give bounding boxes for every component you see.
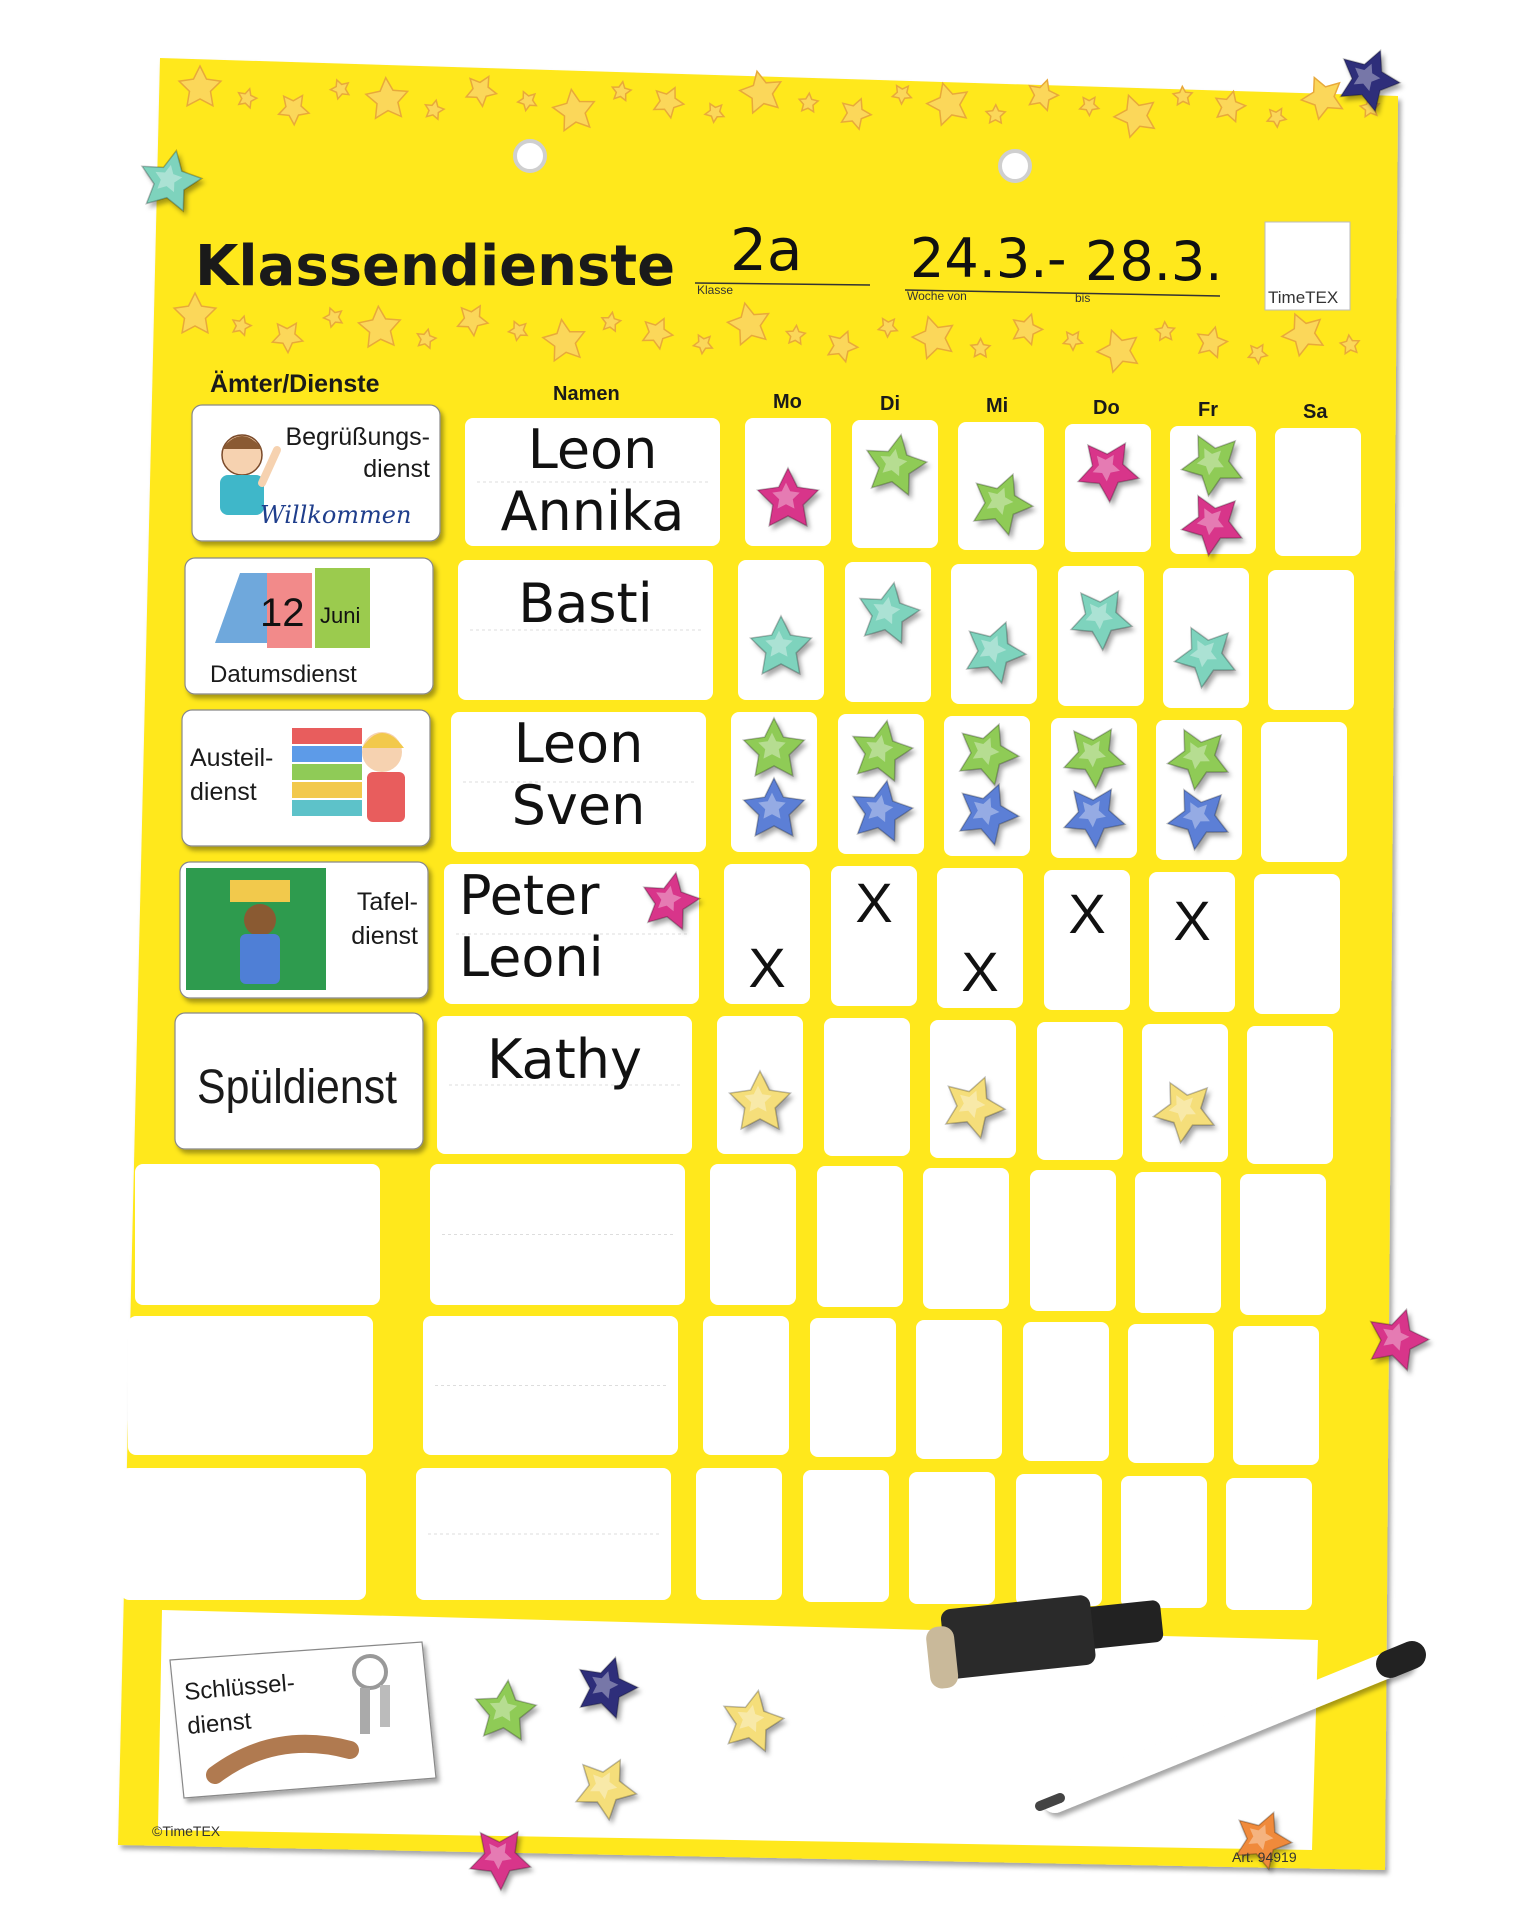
duty-card-5[interactable]: [175, 1013, 423, 1149]
day-header-di: Di: [880, 393, 900, 415]
x-mark: X: [748, 936, 786, 999]
day-header-do: Do: [1093, 397, 1120, 419]
hanging-hole: [1000, 151, 1030, 181]
board-title: Klassendienste: [195, 234, 676, 299]
duty-label: Austeil-: [190, 744, 274, 772]
student-name[interactable]: Leon: [527, 418, 658, 481]
student-name[interactable]: Kathy: [487, 1028, 642, 1091]
duty-card-4[interactable]: [180, 862, 428, 998]
calendar-month: Juni: [320, 603, 361, 628]
duty-extra-text: Willkommen: [260, 501, 412, 529]
day-cell[interactable]: [909, 1472, 995, 1604]
duty-label: dienst: [186, 1707, 253, 1740]
day-cell[interactable]: [1268, 570, 1354, 710]
duty-label: Tafel-: [356, 888, 418, 916]
header-names: Namen: [553, 383, 620, 405]
brand-logo: [1265, 222, 1350, 310]
duty-label: dienst: [190, 778, 257, 806]
day-cell[interactable]: [810, 1318, 896, 1457]
day-header-fr: Fr: [1198, 399, 1218, 421]
day-header-mo: Mo: [773, 391, 802, 413]
day-cell[interactable]: [1226, 1478, 1312, 1610]
class-label: Klasse: [697, 283, 734, 297]
student-name[interactable]: Leoni: [459, 926, 604, 989]
day-cell[interactable]: [817, 1166, 903, 1307]
week-dash: -: [1047, 227, 1067, 290]
duty-card-1[interactable]: [192, 405, 440, 541]
blackboard-icon: [186, 868, 326, 990]
brand-logo-text: TimeTEX: [1268, 288, 1339, 307]
article-number: Art. 94919: [1232, 1849, 1297, 1865]
duty-label: dienst: [351, 922, 418, 950]
duty-card-2[interactable]: [185, 558, 433, 694]
duty-label: dienst: [363, 455, 430, 483]
class-value: 2a: [730, 216, 803, 284]
duty-label: Begrüßungs-: [285, 423, 430, 451]
x-mark: X: [961, 940, 999, 1003]
day-cell[interactable]: [703, 1316, 789, 1455]
day-cell[interactable]: [1030, 1170, 1116, 1311]
duty-label: Spüldienst: [197, 1061, 397, 1114]
week-to-label: bis: [1075, 291, 1091, 305]
duty-card-schluesseldienst[interactable]: [170, 1642, 436, 1798]
day-cell[interactable]: [1233, 1326, 1319, 1465]
day-cell[interactable]: [1240, 1174, 1326, 1315]
day-cell[interactable]: [1261, 722, 1347, 862]
week-from-label: Woche von: [907, 289, 967, 303]
day-cell[interactable]: [1128, 1324, 1214, 1463]
student-name[interactable]: Leon: [513, 712, 644, 775]
duty-label: Datumsdienst: [210, 661, 357, 688]
day-header-mi: Mi: [986, 395, 1009, 417]
hanging-hole: [515, 141, 545, 171]
day-cell[interactable]: [803, 1470, 889, 1602]
day-cell[interactable]: [1037, 1022, 1123, 1160]
header-duties: Ämter/Dienste: [210, 370, 380, 398]
day-cell[interactable]: [923, 1168, 1009, 1309]
duty-cell[interactable]: [128, 1316, 373, 1455]
student-name[interactable]: Basti: [518, 572, 653, 635]
calendar-icon: [215, 568, 370, 648]
day-header-sa: Sa: [1303, 401, 1328, 423]
duty-cell[interactable]: [135, 1164, 380, 1305]
duty-label: Schlüssel-: [183, 1669, 296, 1706]
day-cell[interactable]: [916, 1320, 1002, 1459]
x-mark: X: [855, 871, 893, 934]
day-cell[interactable]: [1254, 874, 1340, 1014]
duty-card-3[interactable]: [182, 710, 430, 846]
day-cell[interactable]: [1275, 428, 1361, 556]
day-cell[interactable]: [1121, 1476, 1207, 1608]
day-cell[interactable]: [1023, 1322, 1109, 1461]
day-cell[interactable]: [1247, 1026, 1333, 1164]
week-from-value: 24.3.: [910, 227, 1048, 290]
student-name[interactable]: Peter: [459, 864, 600, 927]
student-name[interactable]: Annika: [500, 480, 685, 543]
duty-cell[interactable]: [121, 1468, 366, 1600]
student-name[interactable]: Sven: [511, 774, 646, 837]
day-cell[interactable]: [1016, 1474, 1102, 1606]
day-cell[interactable]: [1135, 1172, 1221, 1313]
week-to-value: 28.3.: [1085, 230, 1223, 293]
day-cell[interactable]: [710, 1164, 796, 1305]
calendar-day: 12: [260, 591, 305, 635]
day-cell[interactable]: [824, 1018, 910, 1156]
day-cell[interactable]: [696, 1468, 782, 1600]
copyright: ©TimeTEX: [152, 1823, 221, 1839]
x-mark: X: [1173, 889, 1211, 952]
book-stack-icon: [292, 728, 405, 822]
x-mark: X: [1068, 882, 1106, 945]
